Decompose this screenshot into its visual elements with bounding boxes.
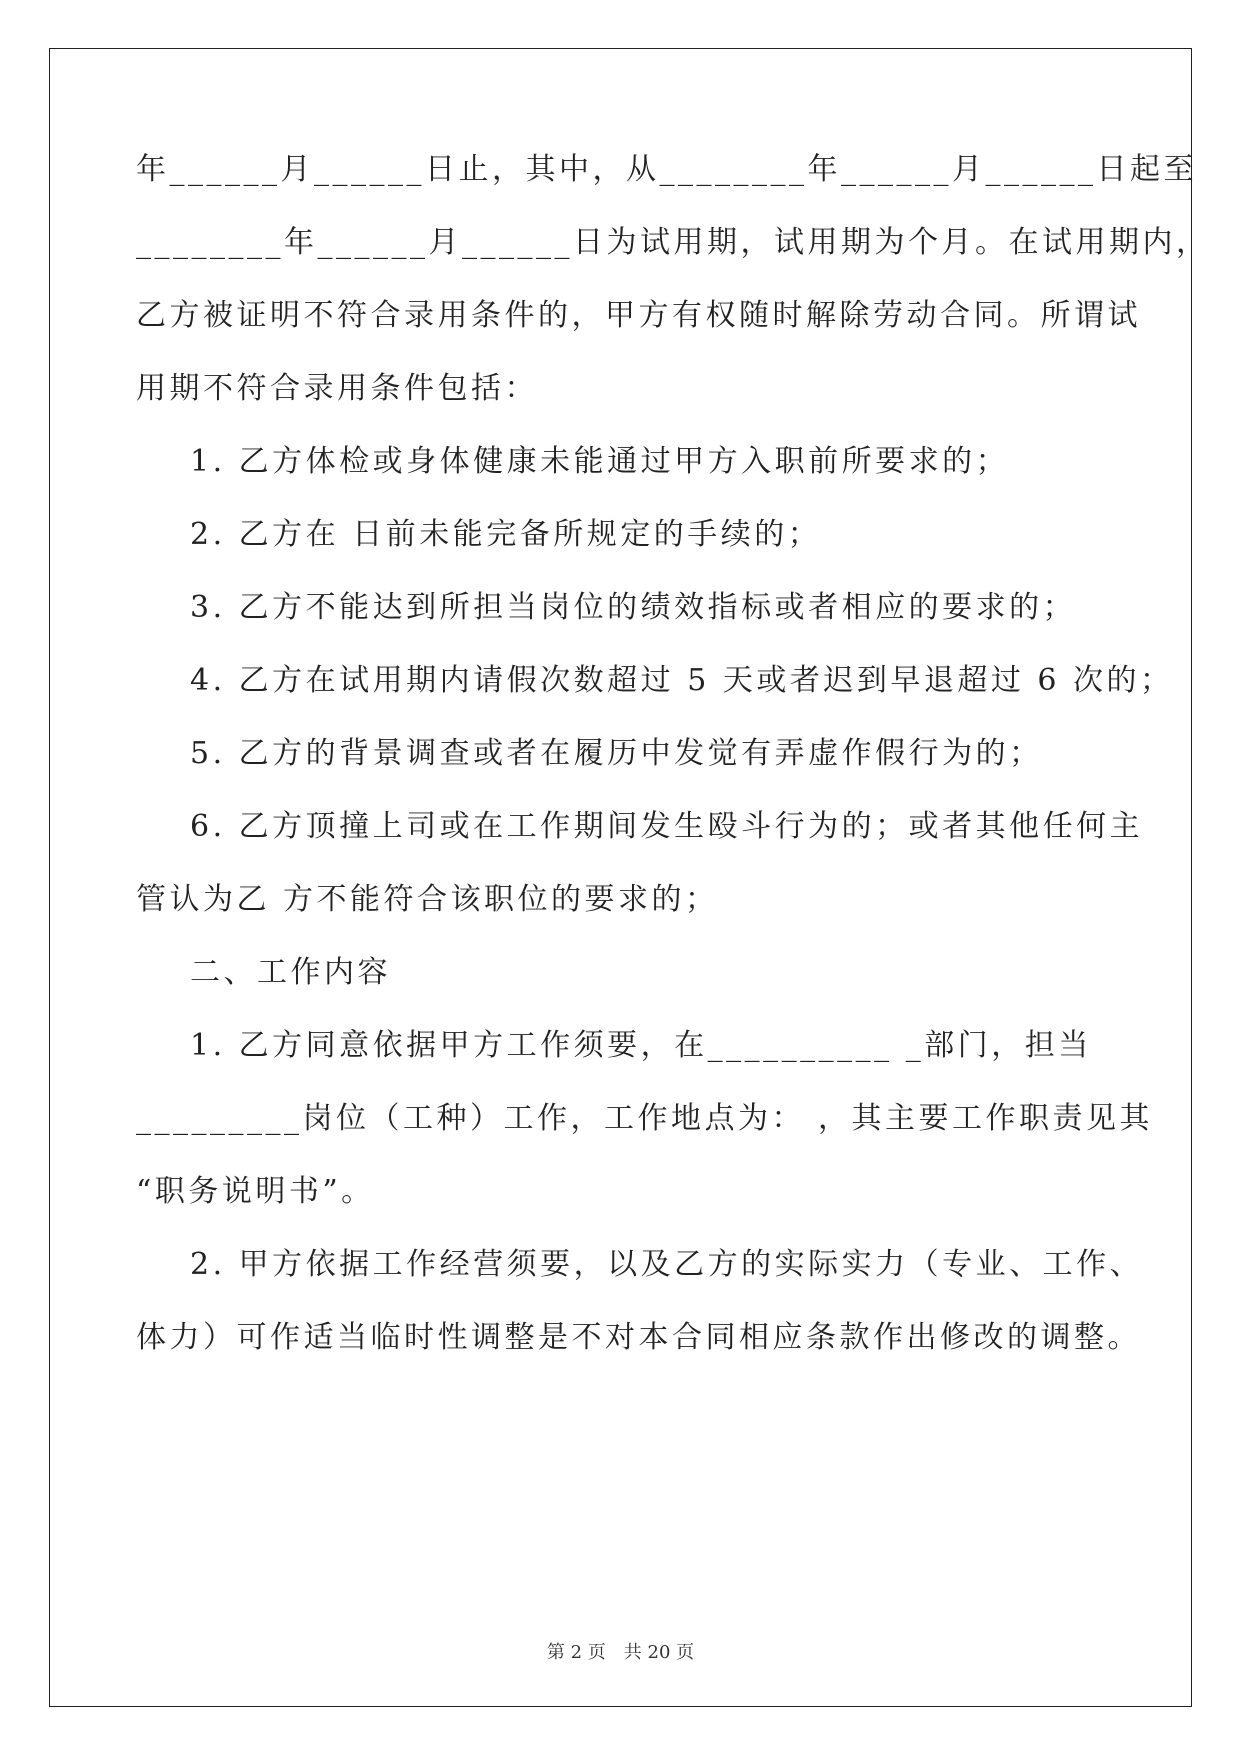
- clause-1-line-3: “职务说明书”。: [136, 1174, 375, 1209]
- clause-2-line-2: 体力）可作适当临时性调整是不对本合同相应条款作出修改的调整。: [136, 1320, 1141, 1355]
- clause-1-line-2: _________岗位（工种）工作，工作地点为： ，其主要工作职责见其: [136, 1101, 1154, 1136]
- list-item-2: 2. 乙方在 日前未能完备所规定的手续的；: [190, 517, 822, 552]
- page-number: 第 2 页 共 20 页: [546, 1642, 695, 1663]
- section-heading: 二、工作内容: [190, 955, 391, 990]
- list-item-4: 4. 乙方在试用期内请假次数超过 5 天或者迟到早退超过 6 次的；: [190, 663, 1174, 698]
- text-line-3: 乙方被证明不符合录用条件的，甲方有权随时解除劳动合同。所谓试: [136, 298, 1141, 333]
- text-line-1: 年______月______日止，其中，从________年______月______日起至: [136, 152, 1197, 187]
- clause-1: 1. 乙方同意依据甲方工作须要，在__________ _部门，担当: [190, 1028, 1092, 1063]
- clause-2: 2. 甲方依据工作经营须要，以及乙方的实际实力（专业、工作、: [190, 1247, 1144, 1282]
- list-item-3: 3. 乙方不能达到所担当岗位的绩效指标或者相应的要求的；: [190, 590, 1077, 625]
- list-item-6-continued: 管认为乙 方不能符合该职位的要求的；: [136, 882, 719, 917]
- text-line-2: ________年______月______日为试用期，试用期为个月。在试用期内，: [136, 225, 1210, 260]
- list-item-6: 6. 乙方顶撞上司或在工作期间发生殴斗行为的；或者其他任何主: [190, 809, 1144, 844]
- text-line-4: 用期不符合录用条件包括：: [136, 371, 538, 406]
- list-item-1: 1. 乙方体检或身体健康未能通过甲方入职前所要求的；: [190, 444, 1010, 479]
- list-item-5: 5. 乙方的背景调查或者在履历中发觉有弄虚作假行为的；: [190, 736, 1043, 771]
